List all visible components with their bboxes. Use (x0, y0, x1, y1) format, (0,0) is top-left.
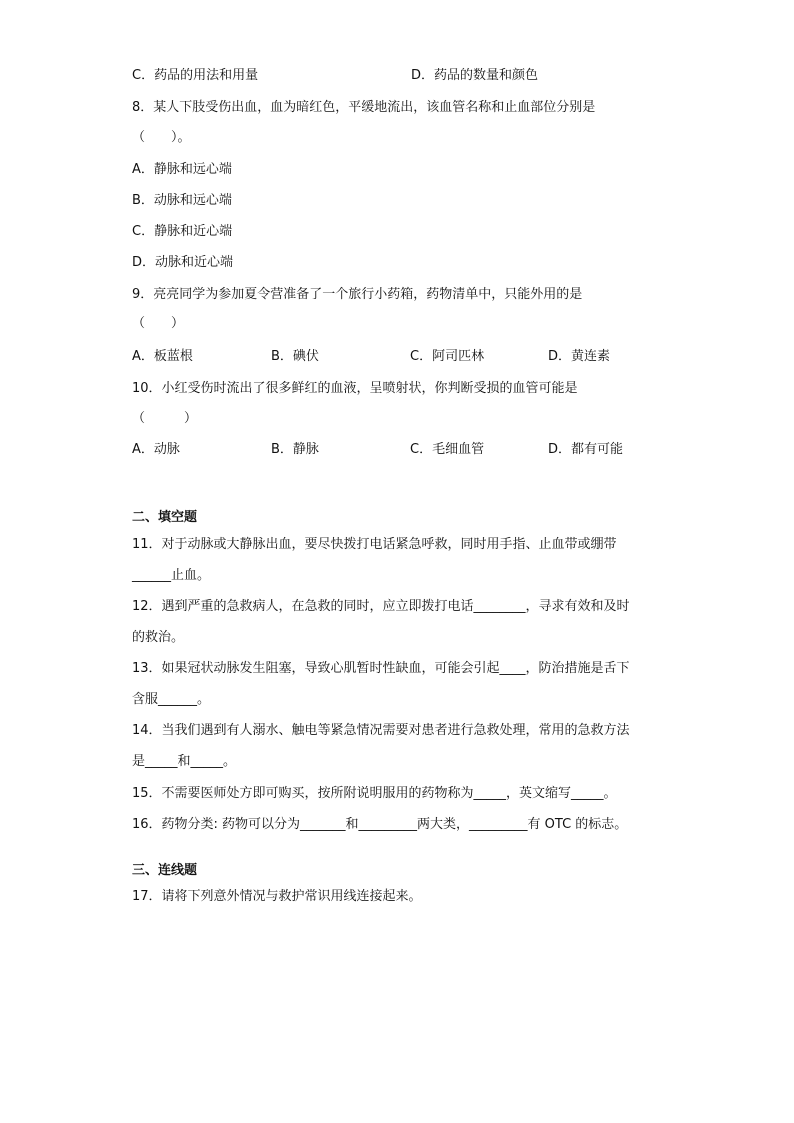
q12-line-2: 的救治。 (132, 630, 185, 645)
q12-line-1: 12．遇到严重的急救病人，在急救的同时，应立即拨打电话________，寻求有效和及时 (132, 599, 630, 614)
q10-option-a: A．动脉 (132, 442, 180, 457)
q7-option-d: D．药品的数量和颜色 (411, 68, 539, 83)
q8-paren: （ ）。 (132, 130, 191, 145)
q13-line-1: 13．如果冠状动脉发生阻塞，导致心肌暂时性缺血，可能会引起____，防治措施是舌下 (132, 661, 630, 676)
q9-option-a: A．板蓝根 (132, 349, 193, 364)
q11-line-2: ______止血。 (132, 568, 211, 583)
section-heading: 二、填空题 (132, 510, 198, 525)
q8-stem: 8．某人下肢受伤出血，血为暗红色，平缓地流出，该血管名称和止血部位分别是 (132, 100, 596, 115)
q9-option-b: B．碘伏 (271, 349, 319, 364)
q8-option-a: A．静脉和远心端 (132, 162, 232, 177)
q17-line: 17．请将下列意外情况与救护常识用线连接起来。 (132, 889, 422, 904)
q9-paren: （ ） (132, 316, 185, 331)
q14-line-2: 是_____和_____。 (132, 754, 237, 769)
q7-option-c: C．药品的用法和用量 (132, 68, 259, 83)
q15-line: 15．不需要医师处方即可购买，按所附说明服用的药物称为_____，英文缩写_____。 (132, 786, 617, 801)
q8-option-d: D．动脉和近心端 (132, 255, 234, 270)
q8-option-b: B．动脉和远心端 (132, 193, 232, 208)
q9-option-d: D．黄连素 (548, 349, 611, 364)
q10-stem: 10．小红受伤时流出了很多鲜红的血液，呈喷射状，你判断受损的血管可能是 (132, 381, 578, 396)
q10-option-b: B．静脉 (271, 442, 319, 457)
q10-option-c: C．毛细血管 (410, 442, 485, 457)
section-heading: 三、连线题 (132, 863, 198, 878)
q10-paren: （ ） (132, 411, 198, 426)
q16-line: 16．药物分类: 药物可以分为_______和_________两大类，_________有 OTC 的标志。 (132, 817, 628, 832)
q10-option-d: D．都有可能 (548, 442, 624, 457)
q13-line-2: 含服______。 (132, 692, 211, 707)
q9-stem: 9．亮亮同学为参加夏令营准备了一个旅行小药箱，药物清单中，只能外用的是 (132, 287, 583, 302)
q14-line-1: 14．当我们遇到有人溺水、触电等紧急情况需要对患者进行急救处理，常用的急救方法 (132, 723, 630, 738)
q11-line-1: 11．对于动脉或大静脉出血，要尽快拨打电话紧急呼救，同时用手指、止血带或绷带 (132, 537, 617, 552)
q8-option-c: C．静脉和近心端 (132, 224, 233, 239)
q9-option-c: C．阿司匹林 (410, 349, 485, 364)
